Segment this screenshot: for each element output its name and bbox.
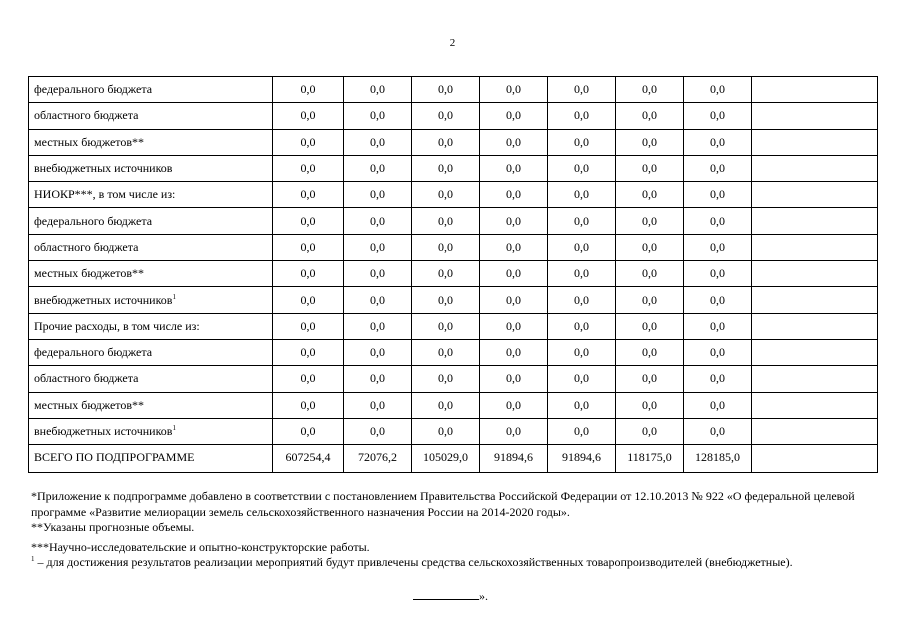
value-cell: 0,0: [273, 287, 344, 313]
footnote-appendix: *Приложение к подпрограмме добавлено в соответствии с постановлением Правительства Российской Федерации от 12.10.2013 № 922 «О федеральной целевой программе «Развитие мелиорации земель сельскохозяйственного назначения России на 2014-2020 годы».: [31, 489, 855, 519]
footnote-niokr: ***Научно-исследовательские и опытно-конструкторские работы.: [31, 539, 370, 554]
value-cell: 0,0: [548, 366, 616, 392]
closing-line: [413, 587, 488, 604]
value-cell: 0,0: [412, 287, 480, 313]
value-cell: 0,0: [684, 103, 752, 129]
empty-cell: [752, 392, 878, 418]
empty-cell: [752, 234, 878, 260]
row-label: [29, 261, 273, 287]
table-row: [29, 261, 878, 287]
value-cell: 0,0: [273, 129, 344, 155]
empty-cell: [752, 366, 878, 392]
table-row: [29, 313, 878, 339]
value-cell: 0,0: [548, 313, 616, 339]
value-cell: 0,0: [684, 208, 752, 234]
value-cell: 0,0: [412, 261, 480, 287]
table-row: [29, 103, 878, 129]
table-body: [29, 77, 878, 473]
value-cell: 0,0: [616, 155, 684, 181]
value-cell: 72076,2: [344, 445, 412, 473]
value-cell: 118175,0: [616, 445, 684, 473]
row-label-text: ВСЕГО ПО ПОДПРОГРАММЕ: [34, 450, 195, 465]
value-cell: 0,0: [480, 103, 548, 129]
table-row: [29, 366, 878, 392]
row-label: [29, 392, 273, 418]
value-cell: 0,0: [273, 234, 344, 260]
value-cell: 0,0: [616, 182, 684, 208]
value-cell: 0,0: [480, 155, 548, 181]
value-cell: 0,0: [684, 77, 752, 103]
empty-cell: [752, 103, 878, 129]
row-label: [29, 77, 273, 103]
row-label-text: местных бюджетов**: [34, 397, 145, 412]
value-cell: 0,0: [273, 313, 344, 339]
value-cell: 0,0: [684, 155, 752, 181]
value-cell: 0,0: [616, 261, 684, 287]
row-label-text: федерального бюджета: [34, 213, 153, 228]
row-label-text: внебюджетных источников: [34, 424, 173, 438]
value-cell: 0,0: [344, 418, 412, 444]
value-cell: 0,0: [548, 392, 616, 418]
row-label: [29, 287, 273, 313]
value-cell: 0,0: [684, 418, 752, 444]
closing-quote: ».: [479, 589, 488, 603]
value-cell: 0,0: [548, 155, 616, 181]
blank-line: [413, 587, 479, 600]
row-label-text: местных бюджетов**: [34, 134, 145, 149]
footnote-forecast: **Указаны прогнозные объемы.: [31, 520, 195, 534]
value-cell: 0,0: [616, 339, 684, 365]
value-cell: 0,0: [344, 339, 412, 365]
value-cell: 91894,6: [480, 445, 548, 473]
value-cell: 0,0: [273, 155, 344, 181]
value-cell: 0,0: [412, 234, 480, 260]
row-label: [29, 234, 273, 260]
table-row: [29, 418, 878, 444]
row-label: [29, 155, 273, 181]
value-cell: 0,0: [684, 287, 752, 313]
value-cell: 0,0: [480, 287, 548, 313]
value-cell: 0,0: [548, 234, 616, 260]
value-cell: 0,0: [616, 287, 684, 313]
value-cell: 0,0: [273, 103, 344, 129]
value-cell: 0,0: [344, 129, 412, 155]
table-row: [29, 234, 878, 260]
empty-cell: [752, 155, 878, 181]
value-cell: 0,0: [344, 77, 412, 103]
value-cell: 0,0: [412, 208, 480, 234]
row-label: [29, 339, 273, 365]
value-cell: 0,0: [344, 366, 412, 392]
empty-cell: [752, 339, 878, 365]
value-cell: 0,0: [616, 366, 684, 392]
row-label-text: областного бюджета: [34, 239, 139, 254]
row-label: [29, 129, 273, 155]
value-cell: 0,0: [480, 392, 548, 418]
row-label-text: НИОКР***, в том числе из:: [34, 187, 176, 202]
value-cell: 0,0: [616, 392, 684, 418]
value-cell: 0,0: [616, 313, 684, 339]
value-cell: 0,0: [548, 182, 616, 208]
row-label-text: местных бюджетов**: [34, 266, 145, 281]
row-label-text: областного бюджета: [34, 371, 139, 386]
budget-table: [28, 76, 878, 473]
table-row: [29, 155, 878, 181]
footnote-extrabudgetary-text: – для достижения результатов реализации мероприятий будут привлечены средства сельскохозяйственных товаропроизводителей (внебюджетные).: [34, 555, 793, 569]
row-label-text: федерального бюджета: [34, 345, 153, 360]
value-cell: 0,0: [344, 103, 412, 129]
value-cell: 0,0: [684, 234, 752, 260]
value-cell: 0,0: [344, 155, 412, 181]
table-row: [29, 392, 878, 418]
value-cell: 0,0: [412, 366, 480, 392]
value-cell: 0,0: [344, 261, 412, 287]
value-cell: 0,0: [480, 339, 548, 365]
value-cell: 0,0: [344, 287, 412, 313]
value-cell: 0,0: [548, 77, 616, 103]
row-label-text: федерального бюджета: [34, 82, 153, 97]
page-number: 2: [449, 37, 456, 49]
value-cell: 0,0: [480, 366, 548, 392]
value-cell: 0,0: [412, 155, 480, 181]
value-cell: 607254,4: [273, 445, 344, 473]
value-cell: 0,0: [412, 129, 480, 155]
value-cell: 0,0: [684, 366, 752, 392]
footnotes: [31, 489, 877, 571]
table-row: [29, 182, 878, 208]
value-cell: 0,0: [616, 103, 684, 129]
value-cell: 0,0: [684, 313, 752, 339]
value-cell: 0,0: [616, 77, 684, 103]
value-cell: 0,0: [273, 339, 344, 365]
value-cell: 0,0: [548, 261, 616, 287]
table-row: [29, 77, 878, 103]
value-cell: 0,0: [548, 103, 616, 129]
value-cell: 0,0: [616, 129, 684, 155]
value-cell: 0,0: [548, 208, 616, 234]
value-cell: 0,0: [412, 392, 480, 418]
value-cell: 0,0: [273, 392, 344, 418]
row-label-text: внебюджетных источников: [34, 292, 173, 307]
value-cell: 0,0: [480, 129, 548, 155]
value-cell: 0,0: [412, 182, 480, 208]
empty-cell: [752, 208, 878, 234]
row-label-text: областного бюджета: [34, 108, 139, 123]
table-row-total: [29, 445, 878, 473]
value-cell: 0,0: [344, 392, 412, 418]
value-cell: 0,0: [684, 261, 752, 287]
value-cell: 105029,0: [412, 445, 480, 473]
value-cell: 0,0: [616, 234, 684, 260]
value-cell: 0,0: [480, 234, 548, 260]
row-label-text: внебюджетных источников: [34, 161, 173, 176]
value-cell: 0,0: [480, 313, 548, 339]
empty-cell: [752, 77, 878, 103]
value-cell: 0,0: [344, 234, 412, 260]
value-cell: 0,0: [344, 208, 412, 234]
value-cell: 0,0: [480, 208, 548, 234]
row-label: [29, 208, 273, 234]
value-cell: 0,0: [684, 129, 752, 155]
value-cell: 0,0: [273, 261, 344, 287]
footnote-reference: 1: [172, 292, 176, 301]
row-label: [29, 103, 273, 129]
value-cell: 0,0: [548, 418, 616, 444]
value-cell: 0,0: [684, 339, 752, 365]
table-row: [29, 287, 878, 313]
value-cell: 0,0: [616, 418, 684, 444]
empty-cell: [752, 129, 878, 155]
value-cell: 0,0: [412, 339, 480, 365]
value-cell: 0,0: [273, 182, 344, 208]
value-cell: 0,0: [273, 366, 344, 392]
value-cell: 91894,6: [548, 445, 616, 473]
value-cell: 0,0: [480, 77, 548, 103]
row-label: [29, 313, 273, 339]
value-cell: 0,0: [548, 129, 616, 155]
value-cell: 0,0: [412, 103, 480, 129]
empty-cell: [752, 182, 878, 208]
value-cell: 0,0: [548, 339, 616, 365]
row-label: [29, 418, 273, 444]
value-cell: 0,0: [273, 418, 344, 444]
empty-cell: [752, 287, 878, 313]
footnote-extrabudgetary: [31, 555, 877, 571]
value-cell: 0,0: [480, 261, 548, 287]
footnote-reference: 1: [172, 424, 176, 432]
row-label-text: Прочие расходы, в том числе из:: [34, 318, 200, 333]
empty-cell: [752, 313, 878, 339]
value-cell: 0,0: [548, 287, 616, 313]
value-cell: 0,0: [344, 313, 412, 339]
value-cell: 0,0: [684, 182, 752, 208]
empty-cell: [752, 445, 878, 473]
value-cell: 0,0: [480, 182, 548, 208]
value-cell: 0,0: [412, 313, 480, 339]
value-cell: 0,0: [273, 77, 344, 103]
row-label: [29, 366, 273, 392]
empty-cell: [752, 261, 878, 287]
row-label: [29, 445, 273, 473]
value-cell: 0,0: [616, 208, 684, 234]
value-cell: 0,0: [684, 392, 752, 418]
value-cell: 0,0: [480, 418, 548, 444]
value-cell: 128185,0: [684, 445, 752, 473]
value-cell: 0,0: [412, 77, 480, 103]
value-cell: 0,0: [412, 418, 480, 444]
value-cell: 0,0: [273, 208, 344, 234]
empty-cell: [752, 418, 878, 444]
row-label: [29, 182, 273, 208]
table-row: [29, 208, 878, 234]
footnote-marker: 1: [31, 555, 35, 563]
table-row: [29, 129, 878, 155]
table-row: [29, 339, 878, 365]
value-cell: 0,0: [344, 182, 412, 208]
